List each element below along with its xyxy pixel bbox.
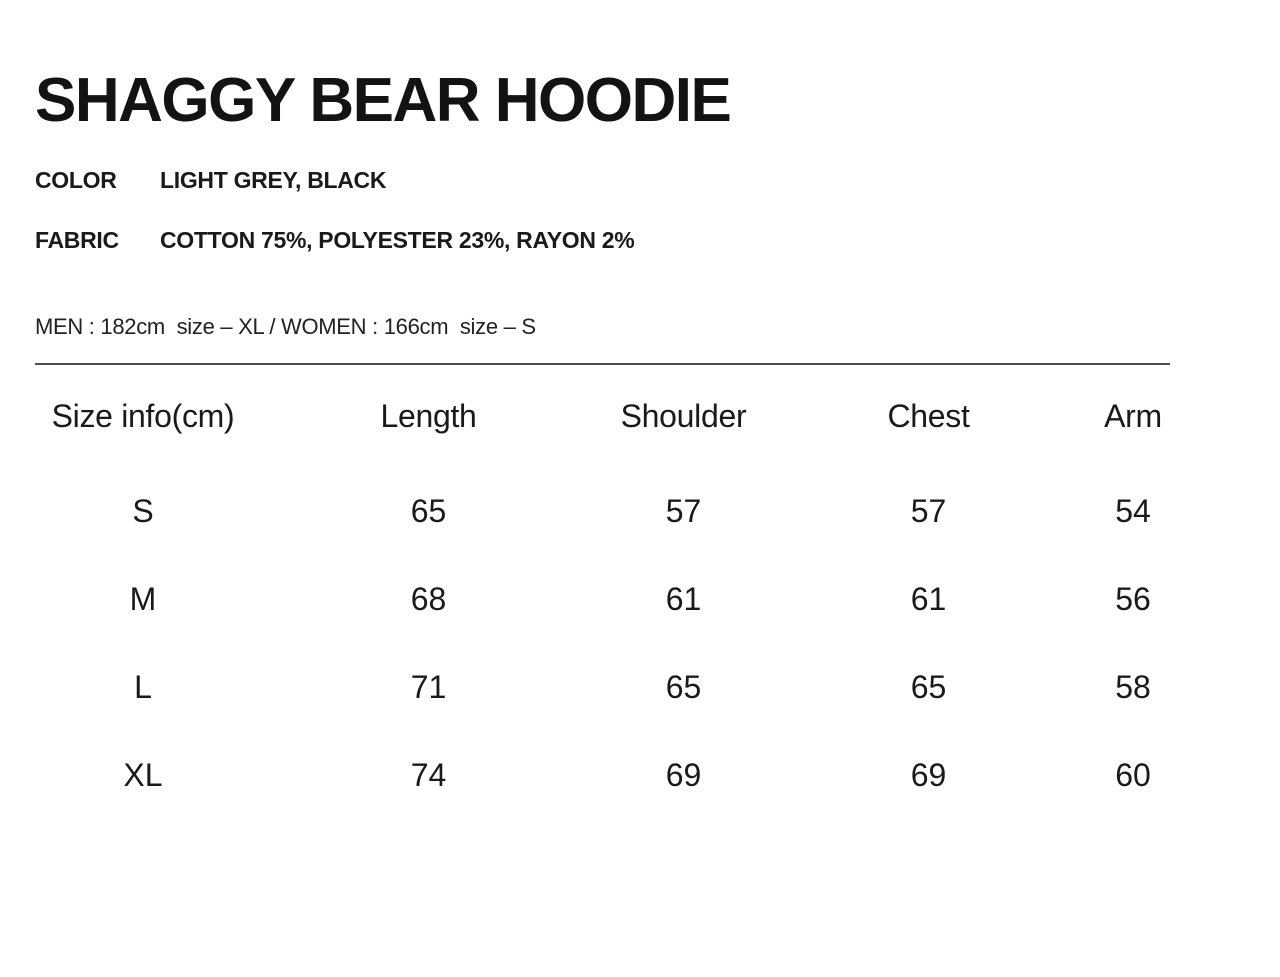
size-table [35, 365, 1170, 819]
size-cell-value: 69 [910, 756, 947, 793]
size-cell-value: 65 [910, 668, 947, 705]
size-cell-value: 74 [410, 756, 447, 793]
size-table-header-shoulder: Shoulder [620, 397, 747, 434]
size-row-label: L [134, 668, 152, 705]
size-cell-value: 57 [910, 492, 947, 529]
size-cell-value: 69 [665, 756, 702, 793]
spec-row-fabric [35, 227, 1170, 254]
size-cell-value: 60 [1115, 756, 1151, 793]
spec-value-fabric: COTTON 75%, POLYESTER 23%, RAYON 2% [160, 227, 635, 254]
size-cell-value: 61 [910, 580, 947, 617]
spec-label-fabric: FABRIC [35, 227, 119, 254]
size-cell-value: 61 [665, 580, 702, 617]
model-size-info: MEN : 182cm size – XL / WOMEN : 166cm size – S [35, 314, 536, 340]
size-row-label: XL [123, 756, 163, 793]
size-table-header-arm: Arm [1104, 397, 1162, 434]
size-table-header-length: Length [380, 397, 477, 434]
size-cell-value: 54 [1115, 492, 1151, 529]
size-cell-value: 58 [1115, 668, 1151, 705]
spec-label-color: COLOR [35, 167, 117, 194]
spec-value-color: LIGHT GREY, BLACK [160, 167, 387, 194]
size-cell-value: 56 [1115, 580, 1151, 617]
size-cell-value: 65 [665, 668, 702, 705]
size-row-label: M [129, 580, 157, 617]
product-specs [35, 167, 1170, 254]
size-table-header-size: Size info(cm) [51, 397, 235, 434]
size-cell-value: 57 [665, 492, 702, 529]
size-cell-value: 71 [410, 668, 447, 705]
size-cell-value: 68 [410, 580, 447, 617]
size-table-header-chest: Chest [887, 397, 970, 434]
size-row-label: S [132, 492, 154, 529]
size-cell-value: 65 [410, 492, 447, 529]
product-title: SHAGGY BEAR HOODIE [35, 66, 731, 135]
product-size-info-page [0, 68, 1280, 977]
spec-row-color [35, 167, 1170, 194]
